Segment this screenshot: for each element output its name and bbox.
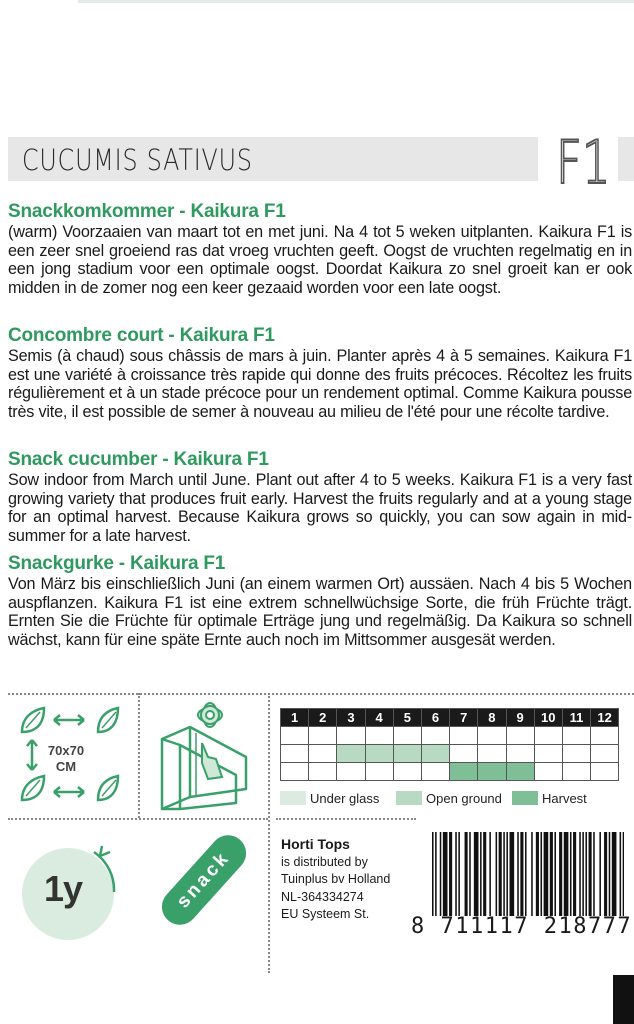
barcode-bar bbox=[510, 832, 515, 916]
section-title: Snack cucumber - Kaikura F1 bbox=[8, 449, 269, 470]
calendar-cell bbox=[591, 763, 619, 781]
barcode-bar bbox=[554, 832, 556, 916]
calendar-cell bbox=[562, 763, 590, 781]
barcode-bar bbox=[609, 832, 611, 916]
divider bbox=[8, 818, 268, 820]
barcode-bar bbox=[536, 832, 539, 916]
calendar-cell bbox=[591, 727, 619, 745]
barcode-bar bbox=[550, 832, 553, 916]
month-label: 11 bbox=[562, 709, 590, 727]
species-name: CUCUMIS SATIVUS bbox=[22, 143, 253, 177]
calendar-cell bbox=[478, 763, 506, 781]
divider bbox=[138, 693, 140, 818]
barcode-bar bbox=[455, 832, 457, 916]
calendar-cell bbox=[562, 727, 590, 745]
distributor-line: EU Systeem St. bbox=[281, 907, 370, 921]
barcode-bar bbox=[458, 832, 460, 916]
barcode-bar bbox=[582, 832, 584, 916]
barcode-bar bbox=[623, 832, 624, 916]
distributor-line: is distributed by bbox=[281, 854, 368, 869]
barcode-bar bbox=[612, 832, 617, 916]
barcode-bar bbox=[469, 832, 471, 916]
barcode-bar bbox=[564, 832, 569, 916]
barcode-bar bbox=[541, 832, 543, 916]
divider bbox=[268, 693, 270, 973]
section-text: (warm) Voorzaaien van maart tot en met juni. Na 4 tot 5 weken uitplanten. Kaikura F1 is een zeer snel groeiend ras dat vroeg vruchten geeft. Oogst de vruchten regelmatig en in een jong stadium voor een optimale oogst. Doordat Kaikura zo snel groeit kan er ook midden in de zomer nog een keer gezaaid worden voor een late oogst. bbox=[8, 223, 632, 297]
barcode-bar bbox=[465, 832, 468, 916]
calendar-cell bbox=[562, 745, 590, 763]
barcode-bar bbox=[443, 832, 448, 916]
calendar-cell bbox=[393, 763, 421, 781]
calendar-cell bbox=[309, 727, 337, 745]
company-name: Horti Tops bbox=[281, 836, 350, 852]
month-label: 10 bbox=[534, 709, 562, 727]
legend-open-ground bbox=[396, 790, 502, 808]
section-text: Sow indoor from March until June. Plant out after 4 to 5 weeks. Kaikura F1 is a very fast growing variety that produces fruit early. Harvest the fruits regularly and at a young stage for an optimal harvest. Because Kaikura grows so quickly, you can sow again in mid-summer for a late harvest. bbox=[8, 471, 632, 545]
section-text: Von März bis einschließlich Juni (an einem warmen Ort) aussäen. Nach 4 bis 5 Wochen auspflanzen. Kaikura F1 ist eine extrem schnellwüchsige Sorte, die früh Früchte trägt. Ernten Sie die Früchte für optimale Erträge jung und regelmäßig. Da Kaikura so schnell wächst, kann für eine späte Ernte auch noch im Mittsommer ausgesät werden. bbox=[8, 575, 632, 649]
calendar-cell bbox=[281, 727, 309, 745]
calendar-cell bbox=[337, 745, 365, 763]
divider bbox=[8, 693, 634, 695]
calendar-cell bbox=[421, 745, 449, 763]
section-title: Snackgurke - Kaikura F1 bbox=[8, 553, 226, 574]
legend-swatch bbox=[396, 791, 422, 805]
barcode-bar bbox=[544, 832, 549, 916]
calendar-cell bbox=[506, 745, 534, 763]
barcode-bar bbox=[585, 832, 587, 916]
section-english bbox=[8, 449, 632, 545]
calendar-cell bbox=[450, 745, 478, 763]
distributor-line: Tuinplus bv Holland bbox=[281, 872, 391, 886]
calendar-row-harvest bbox=[281, 763, 619, 781]
barcode-bar bbox=[531, 832, 533, 916]
calendar-cell bbox=[365, 727, 393, 745]
barcode-bar bbox=[432, 832, 434, 916]
barcode-bar bbox=[520, 832, 523, 916]
calendar-row-open-ground bbox=[281, 745, 619, 763]
barcode-bar bbox=[503, 832, 505, 916]
legend-swatch bbox=[512, 791, 538, 805]
barcode-bar bbox=[449, 832, 452, 916]
month-label: 1 bbox=[281, 709, 309, 727]
barcode-bar bbox=[474, 832, 479, 916]
distributor-line: NL-364334274 bbox=[281, 889, 364, 904]
calendar-cell bbox=[534, 763, 562, 781]
calendar-cell bbox=[365, 745, 393, 763]
section-french bbox=[8, 325, 632, 421]
barcode-bar bbox=[604, 832, 607, 916]
divider bbox=[276, 818, 416, 820]
barcode-bar bbox=[525, 832, 527, 916]
month-label: 7 bbox=[450, 709, 478, 727]
month-label: 12 bbox=[591, 709, 619, 727]
legend-label: Under glass bbox=[310, 791, 380, 806]
barcode-bar bbox=[620, 832, 622, 916]
barcode-bar bbox=[517, 832, 519, 916]
barcode-bar bbox=[559, 832, 562, 916]
calendar-cell bbox=[591, 745, 619, 763]
legend-under-glass bbox=[280, 790, 379, 808]
calendar-cell bbox=[393, 727, 421, 745]
month-label: 2 bbox=[309, 709, 337, 727]
greenhouse-sowing-icon bbox=[150, 697, 260, 815]
barcode-bar bbox=[499, 832, 502, 916]
calendar-header-row bbox=[281, 709, 619, 727]
calendar-cell bbox=[478, 727, 506, 745]
legend-swatch bbox=[280, 791, 306, 805]
barcode bbox=[432, 832, 624, 916]
barcode-number: 8 711117 218777 bbox=[411, 914, 633, 939]
calendar-cell bbox=[281, 763, 309, 781]
section-title: Concombre court - Kaikura F1 bbox=[8, 325, 275, 346]
barcode-bar bbox=[489, 832, 491, 916]
corner-mark bbox=[613, 975, 634, 1024]
barcode-bar bbox=[440, 832, 442, 916]
legend-label: Harvest bbox=[542, 791, 587, 806]
distributor-info bbox=[281, 836, 390, 924]
calendar-cell bbox=[534, 727, 562, 745]
calendar-cell bbox=[421, 727, 449, 745]
calendar-cell bbox=[534, 745, 562, 763]
month-label: 8 bbox=[478, 709, 506, 727]
calendar-cell bbox=[309, 763, 337, 781]
f1-badge-label: F1 bbox=[556, 128, 611, 198]
barcode-bar bbox=[483, 832, 486, 916]
snack-tag-label: snack bbox=[172, 847, 235, 913]
legend-label: Open ground bbox=[426, 791, 502, 806]
calendar-cell bbox=[478, 745, 506, 763]
barcode-bar bbox=[435, 832, 437, 916]
legend-harvest bbox=[512, 790, 587, 808]
barcode-bar bbox=[506, 832, 508, 916]
barcode-bar bbox=[579, 832, 581, 916]
barcode-bar bbox=[573, 832, 576, 916]
calendar-cell bbox=[506, 763, 534, 781]
spacing-unit: CM bbox=[55, 759, 77, 774]
calendar-cell bbox=[421, 763, 449, 781]
section-german bbox=[8, 553, 632, 649]
snack-tag-icon bbox=[154, 828, 253, 932]
barcode-bar bbox=[480, 832, 482, 916]
calendar-cell bbox=[393, 745, 421, 763]
calendar-row-under-glass bbox=[281, 727, 619, 745]
barcode-bar bbox=[570, 832, 572, 916]
calendar-cell bbox=[450, 763, 478, 781]
top-rule bbox=[78, 0, 634, 3]
spacing-value: 70x70 bbox=[47, 743, 85, 758]
calendar-cell bbox=[365, 763, 393, 781]
section-text: Semis (à chaud) sous châssis de mars à juin. Planter après 4 à 5 semaines. Kaikura F1 est une variété à croissance très rapide qui donne des fruits précoces. Récoltez les fruits régulièrement et à un stade précoce pour un rendement optimal. Comme Kaikura pousse très vite, il est possible de semer à nouveau au milieu de l'été pour une récolte tardive. bbox=[8, 347, 632, 421]
sowing-calendar bbox=[280, 708, 619, 781]
spacing-label bbox=[40, 743, 92, 775]
barcode-bar bbox=[599, 832, 601, 916]
barcode-bar bbox=[496, 832, 498, 916]
section-dutch bbox=[8, 201, 632, 297]
month-label: 3 bbox=[337, 709, 365, 727]
calendar-cell bbox=[281, 745, 309, 763]
barcode-bar bbox=[589, 832, 592, 916]
barcode-bar bbox=[593, 832, 595, 916]
calendar-cell bbox=[309, 745, 337, 763]
month-label: 9 bbox=[506, 709, 534, 727]
calendar-cell bbox=[506, 727, 534, 745]
calendar-cell bbox=[450, 727, 478, 745]
calendar-cell bbox=[337, 763, 365, 781]
calendar-cell bbox=[337, 727, 365, 745]
month-label: 6 bbox=[421, 709, 449, 727]
lifespan-label: 1y bbox=[44, 868, 83, 909]
month-label: 4 bbox=[365, 709, 393, 727]
month-label: 5 bbox=[393, 709, 421, 727]
section-title: Snackkomkommer - Kaikura F1 bbox=[8, 201, 286, 222]
